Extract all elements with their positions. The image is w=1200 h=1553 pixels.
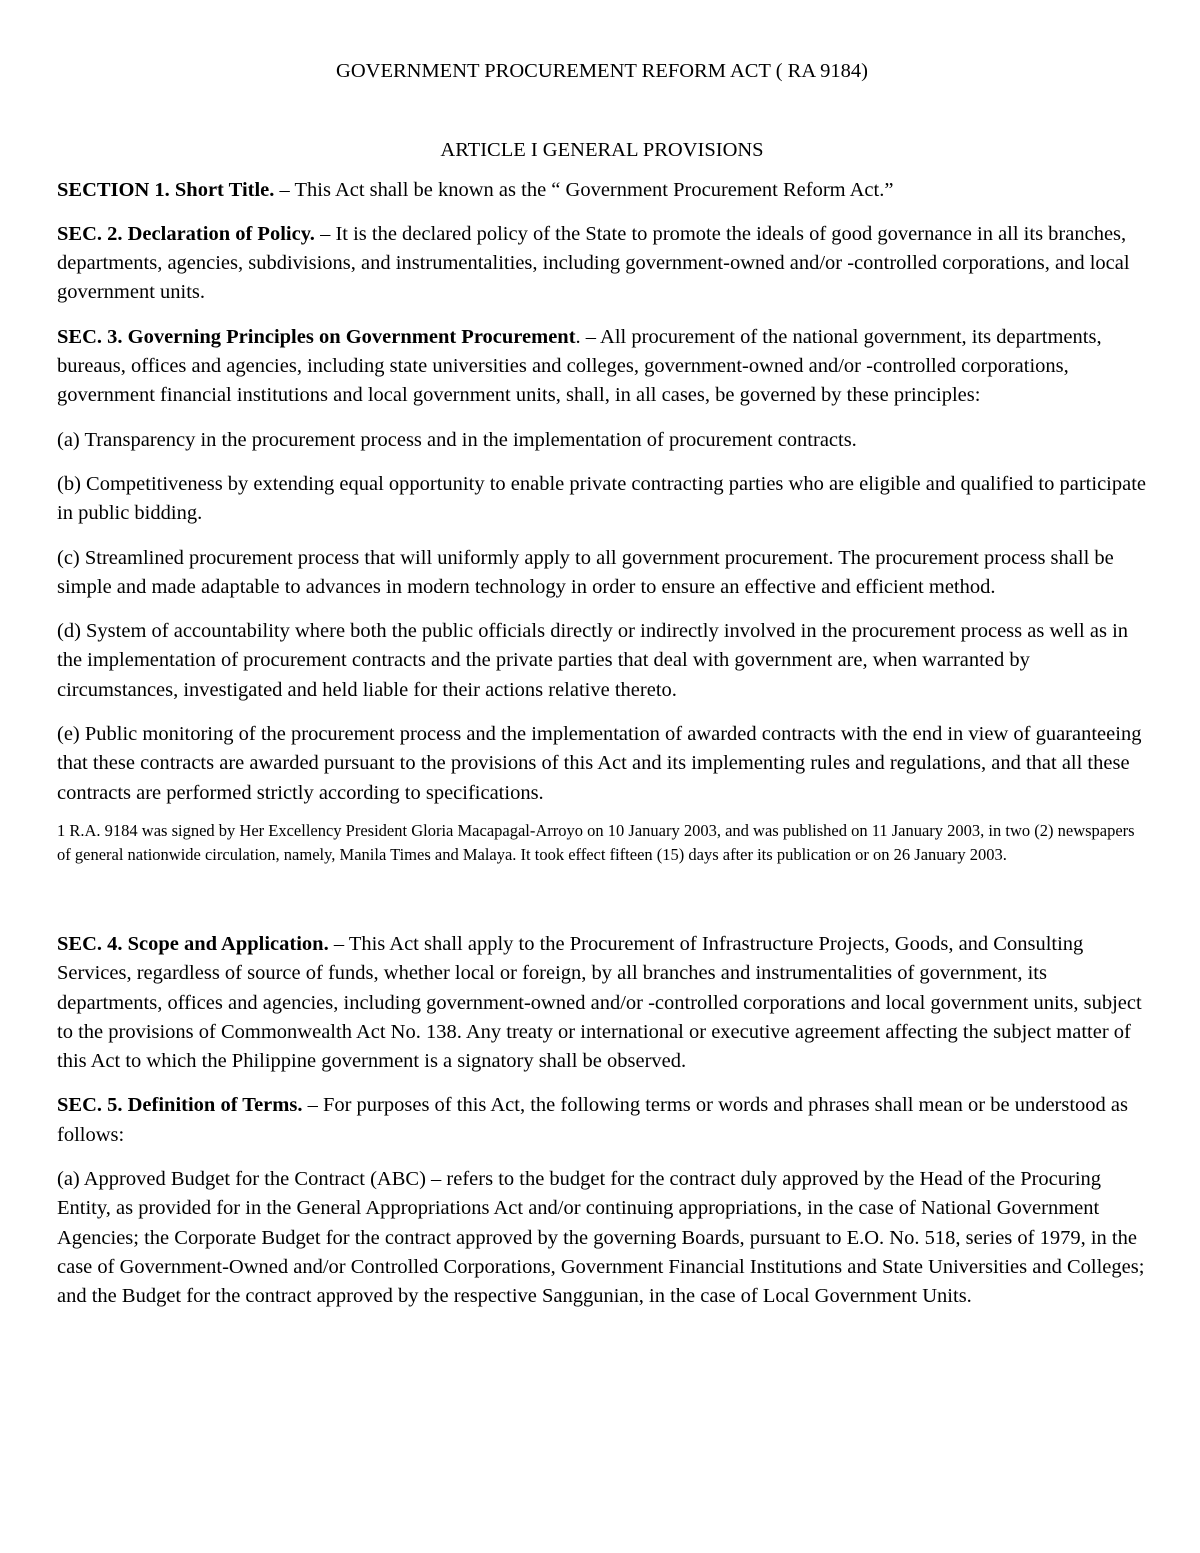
section-2-text: – It is the declared policy of the State to promote the ideals of good governance in all its branches, departments, agencies, subdivisions, and instrumentalities, including government-owned and/or -controlled corporations, and local government units. <box>57 222 1130 304</box>
section-3-label: SEC. 3. Governing Principles on Government Procurement <box>57 325 576 348</box>
section-2 <box>57 220 1147 308</box>
section-3-item-d: (d) System of accountability where both the public officials directly or indirectly involved in the procurement process as well as in the implementation of procurement contracts and the private parties that deal with government are, when warranted by circumstances, investigated and held liable for their actions relative thereto. <box>57 620 1129 701</box>
article-heading: ARTICLE I GENERAL PROVISIONS <box>440 139 764 162</box>
document-page <box>57 48 1147 1312</box>
section-3 <box>57 323 1147 411</box>
section-4-text: – This Act shall apply to the Procurement of Infrastructure Projects, Goods, and Consulting Services, regardless of source of funds, whether local or foreign, by all branches and instrumentalities of government, its departments, offices and agencies, including government-owned and/or -controlled corporations and local government units, subject to the provisions of Commonwealth Act No. 138. Any treaty or international or executive agreement affecting the subject matter of this Act to which the Philippine government is a signatory shall be observed. <box>57 932 1142 1073</box>
section-1-text: – This Act shall be known as the “ Government Procurement Reform Act.” <box>274 178 894 201</box>
section-5-text: – For purposes of this Act, the following terms or words and phrases shall mean or be understood as follows: <box>57 1094 1129 1146</box>
section-4-label: SEC. 4. Scope and Application. <box>57 932 329 955</box>
section-3-item-e: (e) Public monitoring of the procurement process and the implementation of awarded contracts with the end in view of guaranteeing that these contracts are awarded pursuant to the provisions of this Act and its implementing rules and regulations, and that all these contracts are performed strictly according to specifications. <box>57 723 1142 804</box>
footnote: 1 R.A. 9184 was signed by Her Excellency President Gloria Macapagal-Arroyo on 10 January 2003, and was published on 11 January 2003, in two (2) newspapers of general nationwide circulation, namely, Manila Times and Malaya. It took effect fifteen (15) days after its publication or on 26 January 2003. <box>57 820 1135 864</box>
section-5-item-a: (a) Approved Budget for the Contract (ABC) – refers to the budget for the contract duly approved by the Head of the Procuring Entity, as provided for in the General Appropriations Act and/or continuing appropriations, in the case of National Government Agencies; the Corporate Budget for the contract approved by the governing Boards, pursuant to E.O. No. 518, series of 1979, in the case of Government-Owned and/or Controlled Corporations, Government Financial Institutions and State Universities and Colleges; and the Budget for the contract approved by the respective Sanggunian, in the case of Local Government Units. <box>57 1168 1145 1308</box>
section-1 <box>57 176 1147 205</box>
document-title: GOVERNMENT PROCUREMENT REFORM ACT ( RA 9184) <box>336 60 868 82</box>
section-3-item-c: (c) Streamlined procurement process that will uniformly apply to all government procurement. The procurement process shall be simple and made adaptable to advances in modern technology in order to ensure an effective and efficient method. <box>57 546 1114 598</box>
section-3-text: . – All procurement of the national government, its departments, bureaus, offices and agencies, including state universities and colleges, government-owned and/or -controlled corporations, government financial institutions and local government units, shall, in all cases, be governed by these principles: <box>57 325 1102 407</box>
section-3-item-a: (a) Transparency in the procurement process and in the implementation of procurement contracts. <box>57 428 857 451</box>
section-3-item-b: (b) Competitiveness by extending equal opportunity to enable private contracting parties who are eligible and qualified to participate in public bidding. <box>57 472 1147 525</box>
section-2-label: SEC. 2. Declaration of Policy. <box>57 222 315 245</box>
section-5 <box>57 1091 1147 1150</box>
section-5-label: SEC. 5. Definition of Terms. <box>57 1094 303 1117</box>
section-4 <box>57 930 1147 1076</box>
section-1-label: SECTION 1. Short Title. <box>57 178 275 201</box>
